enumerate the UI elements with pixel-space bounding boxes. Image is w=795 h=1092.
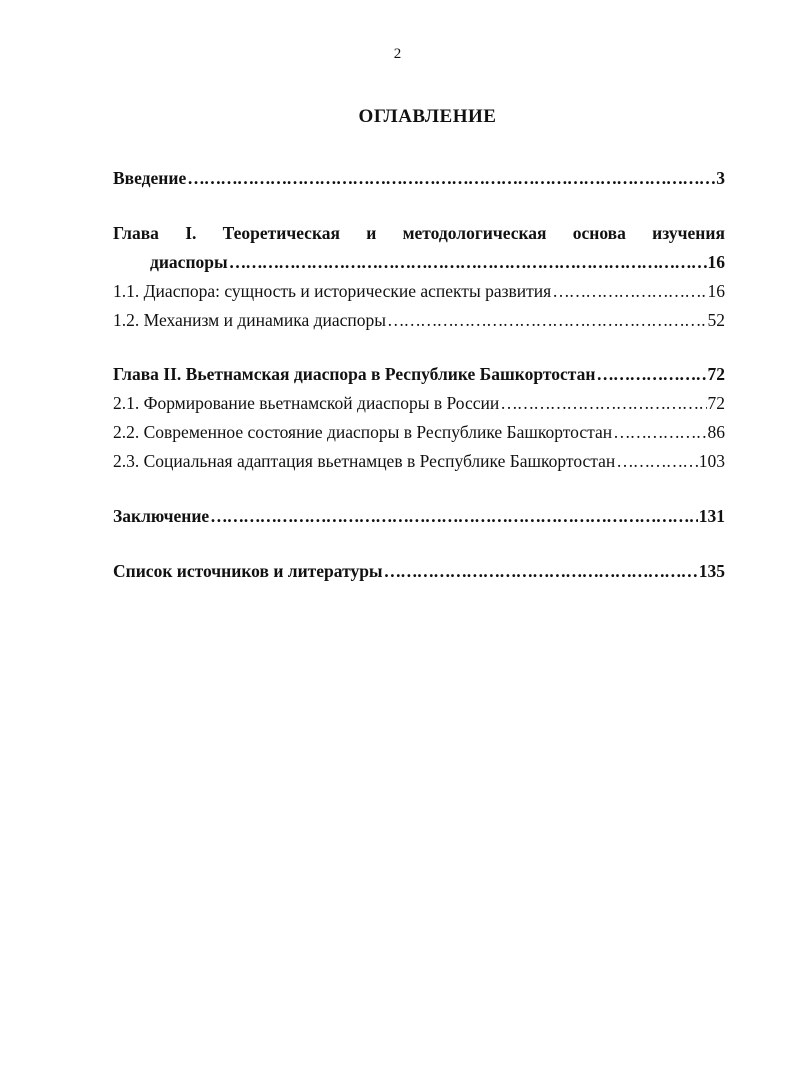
entry-label: Заключение [113, 506, 210, 526]
toc-title: ОГЛАВЛЕНИЕ [358, 106, 497, 127]
entry-label: 1.1. Диаспора: сущность и исторические аспекты развития [113, 281, 552, 301]
leader-dots [552, 281, 706, 302]
toc-entry-1-1[interactable] [113, 281, 725, 310]
entry-page: 72 [707, 393, 725, 413]
leader-dots [229, 252, 707, 273]
entry-label: 2.1. Формирование вьетнамской диаспоры в России [113, 393, 500, 413]
toc-entry-1-2[interactable] [113, 310, 725, 339]
entry-label: Глава II. Вьетнамская диаспора в Республике Башкортостан [113, 364, 596, 384]
leader-dots [384, 561, 698, 582]
toc-entry-2-2[interactable] [113, 422, 725, 451]
entry-label: 1.2. Механизм и динамика диаспоры [113, 310, 387, 330]
entry-page: 52 [707, 310, 725, 330]
entry-page: 3 [716, 168, 725, 188]
leader-dots [187, 168, 715, 189]
leader-dots [387, 310, 706, 331]
chapter-1-heading[interactable]: Глава I. Теоретическая и методологическая основа изучения [113, 223, 725, 243]
leader-dots [210, 506, 698, 527]
chapter-1-heading-cont[interactable] [113, 252, 725, 281]
toc-entry-conclusion[interactable] [113, 506, 725, 535]
table-of-contents [113, 168, 725, 590]
entry-page: 131 [698, 506, 725, 526]
entry-page: 135 [698, 561, 725, 581]
toc-entry-introduction[interactable] [113, 168, 725, 197]
entry-label: Список источников и литературы [113, 561, 383, 581]
entry-page: 16 [707, 252, 725, 272]
leader-dots [596, 364, 706, 385]
entry-label: 2.3. Социальная адаптация вьетнамцев в Республике Башкортостан [113, 451, 616, 471]
entry-label: 2.2. Современное состояние диаспоры в Республике Башкортостан [113, 422, 613, 442]
entry-page: 103 [698, 451, 725, 471]
entry-label: диаспоры [150, 252, 228, 272]
entry-label: Введение [113, 168, 187, 188]
entry-page: 86 [707, 422, 725, 442]
chapter-2-heading[interactable] [113, 364, 725, 393]
entry-page: 72 [707, 364, 725, 384]
leader-dots [500, 393, 706, 414]
toc-entry-bibliography[interactable] [113, 561, 725, 590]
toc-entry-2-3[interactable] [113, 451, 725, 480]
leader-dots [613, 422, 706, 443]
leader-dots [616, 451, 697, 472]
entry-page: 16 [707, 281, 725, 301]
toc-entry-2-1[interactable] [113, 393, 725, 422]
page-number: 2 [393, 46, 402, 62]
